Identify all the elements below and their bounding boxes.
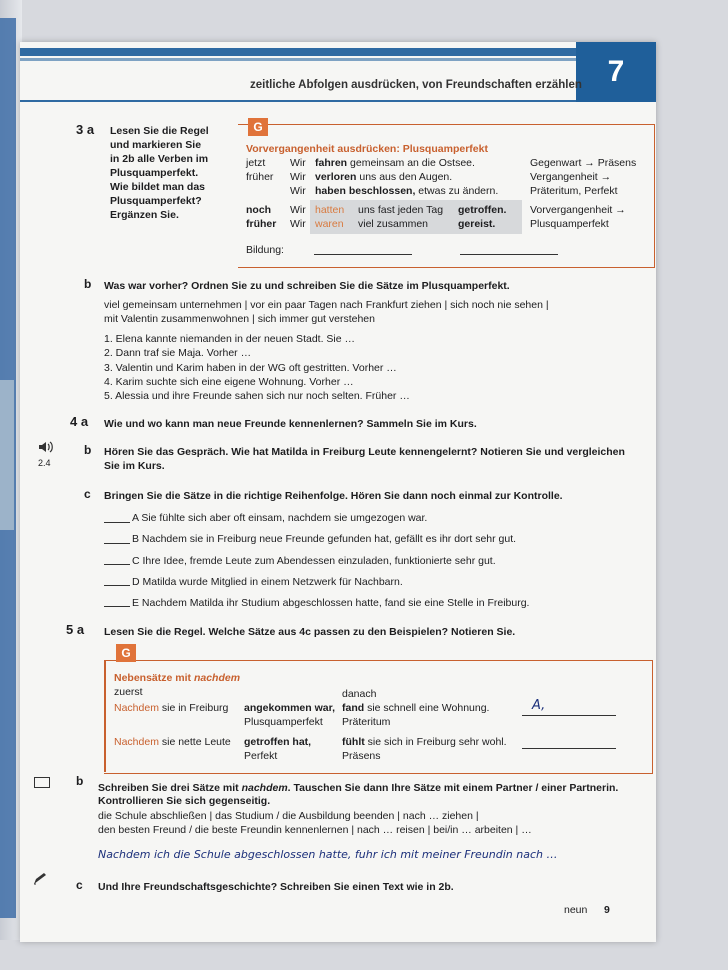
g-clause: sie schnell eine Wohnung. [364,702,490,714]
g-row-time: früher [246,218,277,230]
g-row-rest: uns aus den Augen. [359,171,453,183]
ex4-a-letter: a [80,414,89,429]
g-row-tense: Vorvergangenheit → [530,204,626,216]
g-nachdem: Nachdem [114,702,159,714]
g-row-tense: Präteritum, Perfekt [530,185,618,197]
audio-track-number: 2.4 [38,458,51,468]
g-row-subj: Wir [290,185,306,197]
ex4c-item: C Ihre Idee, fremde Leute zum Abendessen einzuladen, funktionierte sehr gut. [132,555,496,567]
g-row-subj: Wir [290,171,306,183]
ex5a-instruction: Lesen Sie die Regel. Welche Sätze aus 4c passen zu den Beispielen? Notieren Sie. [104,626,516,638]
ex3b-item: 1. Elena kannte niemanden in der neuen Stadt. Sie … [104,333,356,345]
g-row-tense: Plusquamperfekt [530,218,609,230]
g-tense: Präteritum [342,716,391,728]
ex3b-item: 4. Karim suchte sich eine eigene Wohnung. Vorher … [104,376,354,388]
header-line [20,100,576,102]
label-zuerst: zuerst [114,686,143,698]
grammar-box-left-edge [104,660,106,772]
chapter-number: 7 [576,42,656,102]
bildung-label: Bildung: [246,244,284,256]
partner-work-icon [34,777,50,788]
ex3a-instr-line: Lesen Sie die Regel [110,125,209,137]
ex5b-letter: b [76,774,84,788]
ex4b-instruction: Sie im Kurs. [104,460,165,472]
label-danach: danach [342,688,377,700]
exercise-4-number [70,414,88,429]
audio-speaker-icon[interactable] [38,440,54,454]
g-row-rest: etwas zu ändern. [418,185,499,197]
ex5-a-letter: a [76,622,85,637]
header-bar-thin [20,58,580,61]
ex3-a-letter: a [86,122,95,137]
ex4c-item: B Nachdem sie in Freiburg neue Freunde gefunden hat, gefällt es ihr dort sehr gut. [132,533,517,545]
page-subtitle: zeitliche Abfolgen ausdrücken, von Freundschaften erzählen [250,79,582,91]
exercise-5-number [66,622,84,637]
pencil-icon [32,872,48,886]
g-verb: fand [342,702,365,714]
order-blank[interactable] [104,606,130,607]
ex3b-item: 2. Dann traf sie Maja. Vorher … [104,347,252,359]
previous-page-photo [0,380,14,530]
ex3a-instruction [110,124,209,222]
ex4c-instruction: Bringen Sie die Sätze in die richtige Reihenfolge. Hören Sie dann noch einmal zur Kontrolle. [104,490,563,502]
answer-blank-1[interactable] [522,715,616,716]
grammar-title-em: nachdem [193,672,241,684]
g-row-verb: haben beschlossen, [315,185,416,197]
grammar-title: Vorvergangenheit ausdrücken: Plusquamperfekt [246,143,488,155]
g-row-participle: getroffen. [458,204,507,216]
order-blank[interactable] [104,564,130,565]
g-row-aux: waren [315,218,344,230]
ex4a-instruction: Wie und wo kann man neue Freunde kennenlernen? Sammeln Sie im Kurs. [104,418,477,430]
g-row-time: früher [246,171,274,183]
grammar-tag: G [248,118,268,136]
ex3b-options: viel gemeinsam unternehmen | vor ein paar Tagen nach Frankfurt ziehen | sich noch nie sehen | [104,299,549,311]
ex3b-instruction: Was war vorher? Ordnen Sie zu und schreiben Sie die Sätze im Plusquamperfekt. [104,280,510,292]
ex5c-letter: c [76,878,83,892]
g-verb: angekommen war, [244,702,336,714]
grammar-tag: G [116,644,136,662]
g-row-subj: Wir [290,218,306,230]
textbook-page [20,42,656,942]
g-row-time: noch [246,204,272,216]
previous-page-edge [0,0,22,940]
g-tense: Perfekt [244,750,278,762]
ex5b-options: die Schule abschließen | das Studium / die Ausbildung beenden | nach … ziehen | [98,810,479,822]
ex5b-instruction: Kontrollieren Sie sich gegenseitig. [98,795,271,807]
page-number: 9 [604,904,610,916]
g-row-participle: gereist. [458,218,496,230]
order-blank[interactable] [104,543,130,544]
ex4c-item: E Nachdem Matilda ihr Studium abgeschlossen hatte, fand sie eine Stelle in Freiburg. [132,597,530,609]
ex3a-instr-line: Plusquamperfekt. [110,167,199,179]
g-row-time: jetzt [246,157,266,169]
order-blank[interactable] [104,585,130,586]
ex3a-instr-line: Wie bildet man das [110,181,206,193]
handwritten-answer: A, [532,698,546,713]
ex4b-letter: b [84,443,92,457]
grammar-title: Nebensätze mit [114,672,194,684]
g-row-verb: verloren [315,171,357,183]
ex3-num: 3 [76,122,84,137]
g-nachdem: Nachdem [114,736,159,748]
g-clause: sie in Freiburg [158,702,229,714]
order-blank[interactable] [104,522,130,523]
ex5b-instr: Schreiben Sie drei Sätze mit [98,782,242,794]
g-row-subj: Wir [290,157,306,169]
g-clause: sie sich in Freiburg sehr wohl. [364,736,507,748]
g-row-subj: Wir [290,204,306,216]
g-row-verb: fahren [315,157,348,169]
ex5b-instr: . Tauschen Sie dann Ihre Sätze mit einem Partner / einer Partnerin. [287,782,619,794]
ex5-num: 5 [66,622,74,637]
ex3b-item: 3. Valentin und Karim haben in der WG oft gestritten. Vorher … [104,362,397,374]
header-bar [20,48,620,56]
g-row-rest: gemeinsam an die Ostsee. [350,157,475,169]
ex4c-item: A Sie fühlte sich aber oft einsam, nachdem sie umgezogen war. [132,512,428,524]
exercise-3-number [76,122,94,137]
g-verb: fühlt [342,736,365,748]
g-verb: getroffen hat, [244,736,312,748]
ex4c-item: D Matilda wurde Mitglied in einem Netzwerk für Nachbarn. [132,576,403,588]
ex4b-instruction: Hören Sie das Gespräch. Wie hat Matilda in Freiburg Leute kennengelernt? Notieren Sie und vergleichen [104,446,625,458]
ex3a-instr-line: und markieren Sie [110,139,202,151]
bildung-blank-2[interactable] [460,254,558,255]
ex5b-handwritten-example: Nachdem ich die Schule abgeschlossen hatte, fuhr ich mit meiner Freundin nach … [98,848,558,861]
ex3b-options: mit Valentin zusammenwohnen | sich immer gut verstehen [104,313,375,325]
ex5b-options: den besten Freund / die beste Freundin kennenlernen | nach … reisen | bei/in … arbeiten | … [98,824,532,836]
page-word: neun [564,904,588,916]
g-row-tense: Gegenwart → Präsens [530,157,637,169]
ex3b-item: 5. Alessia und ihre Freunde sahen sich nur noch selten. Früher … [104,390,410,402]
ex3a-instr-line: Ergänzen Sie. [110,209,179,221]
g-tense: Präsens [342,750,381,762]
g-row-tense: Vergangenheit → [530,171,612,183]
g-row-rest: viel zusammen [358,218,429,230]
ex3b-letter: b [84,277,92,291]
ex4c-letter: c [84,487,91,501]
answer-blank-2[interactable] [522,748,616,749]
g-row-aux: hatten [315,204,345,216]
bildung-blank-1[interactable] [314,254,412,255]
ex5b-instr-em: nachdem [241,782,288,794]
ex4-num: 4 [70,414,78,429]
ex3a-instr-line: Plusquamperfekt? [110,195,202,207]
g-tense: Plusquamperfekt [244,716,323,728]
g-clause: sie nette Leute [158,736,231,748]
ex5c-instruction: Und Ihre Freundschaftsgeschichte? Schreiben Sie einen Text wie in 2b. [98,881,454,893]
ex3a-instr-line: in 2b alle Verben im [110,153,209,165]
g-row-rest: uns fast jeden Tag [358,204,444,216]
